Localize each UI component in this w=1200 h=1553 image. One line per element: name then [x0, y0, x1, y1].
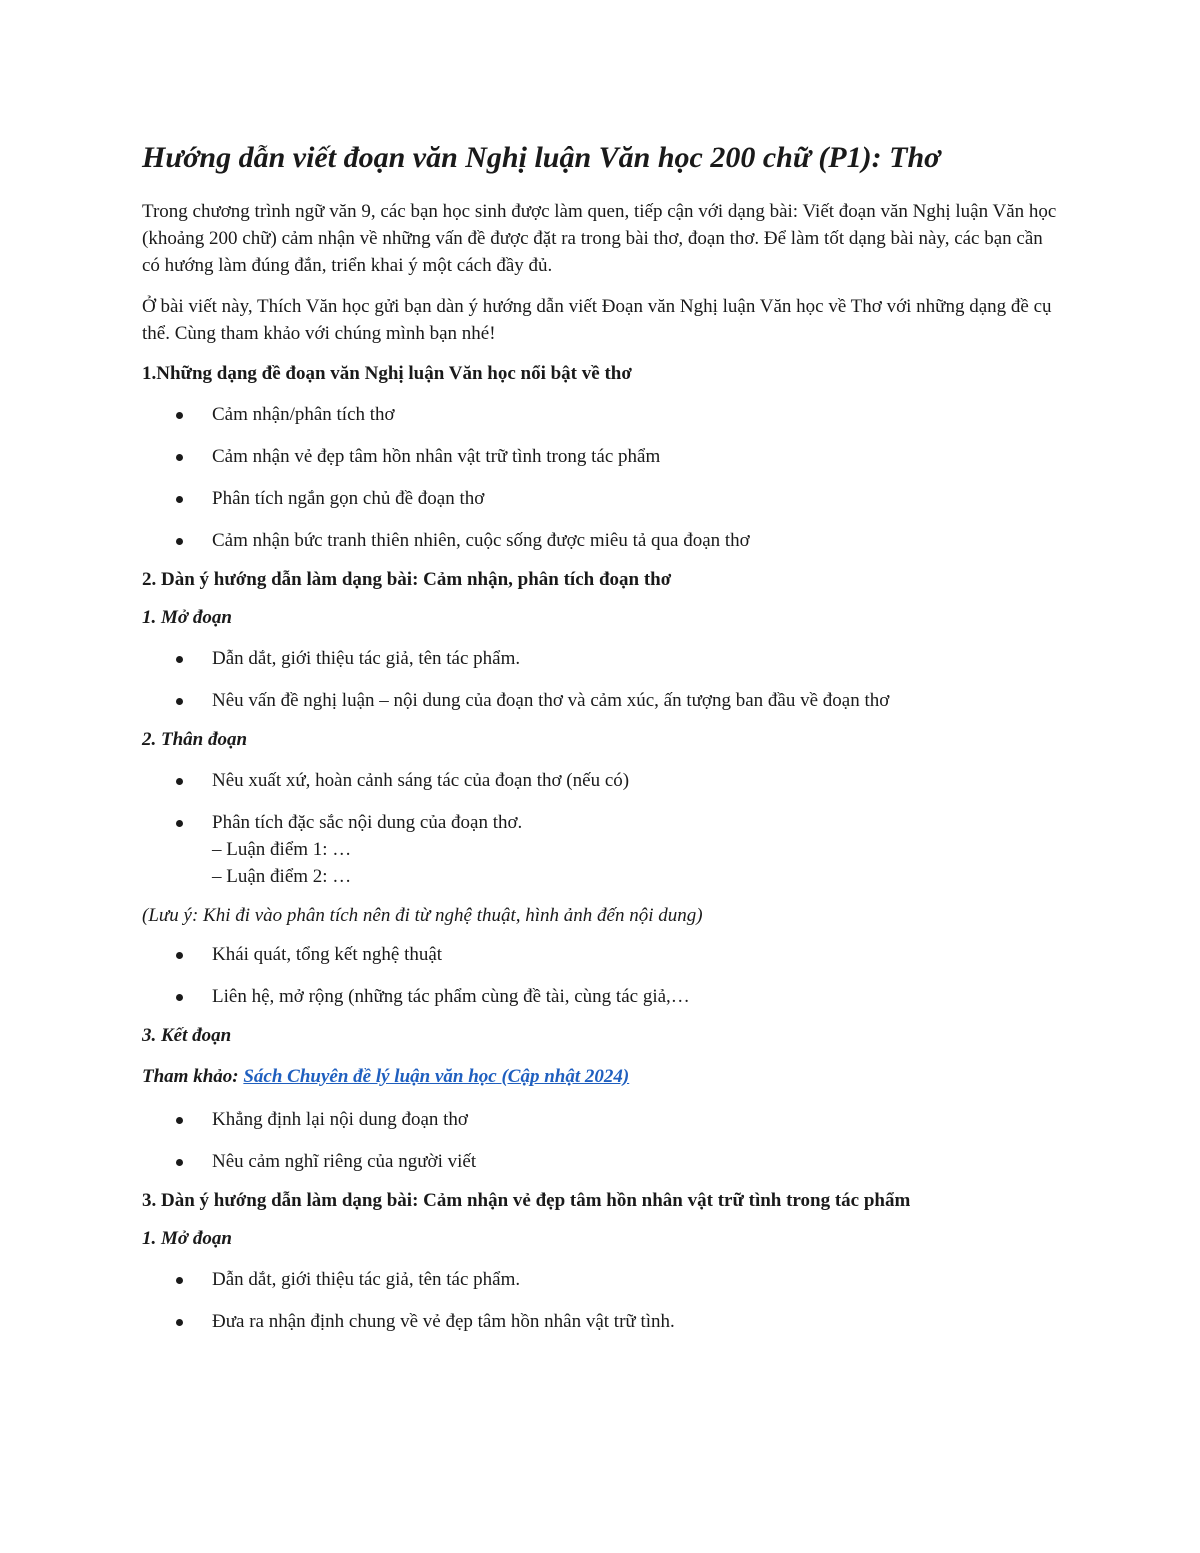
bullet-list — [142, 767, 1060, 890]
reference-link[interactable]: Sách Chuyên đề lý luận văn học (Cập nhật 2024) — [243, 1066, 630, 1087]
bullet-icon — [176, 994, 183, 1001]
bullet-icon — [176, 698, 183, 705]
bullet-icon — [176, 412, 183, 419]
bullet-icon — [176, 952, 183, 959]
list-item: Khái quát, tổng kết nghệ thuật — [142, 941, 1060, 968]
bullet-list — [142, 1266, 1060, 1335]
list-item: Dẫn dắt, giới thiệu tác giả, tên tác phẩm. — [142, 645, 1060, 672]
intro-paragraph: Ở bài viết này, Thích Văn học gửi bạn dàn ý hướng dẫn viết Đoạn văn Nghị luận Văn học về Thơ với những dạng đề cụ thể. Cùng tham khảo với chúng mình bạn nhé! — [142, 296, 1052, 344]
bullet-list — [142, 941, 1060, 1010]
bullet-list — [142, 401, 1060, 554]
sub-point: – Luận điểm 2: … — [212, 866, 352, 887]
list-item: Nêu xuất xứ, hoàn cảnh sáng tác của đoạn thơ (nếu có) — [142, 767, 1060, 794]
sub-point: – Luận điểm 1: … — [212, 839, 352, 860]
section-heading: 2. Dàn ý hướng dẫn làm dạng bài: Cảm nhận, phân tích đoạn thơ — [142, 569, 672, 590]
bullet-icon — [176, 778, 183, 785]
intro-paragraph: Trong chương trình ngữ văn 9, các bạn học sinh được làm quen, tiếp cận với dạng bài: Viết đoạn văn Nghị luận Văn học (khoảng 200 chữ) cảm nhận về những vấn đề được đặt ra trong bài thơ, đoạn thơ. Để làm tốt dạng bài này, các bạn cần có hướng làm đúng đắn, triển khai ý một cách đầy đủ. — [142, 201, 1057, 276]
page-title: Hướng dẫn viết đoạn văn Nghị luận Văn học 200 chữ (P1): Thơ — [142, 141, 941, 174]
reference-label: Tham khảo: — [142, 1066, 239, 1087]
section-heading: 1.Những dạng đề đoạn văn Nghị luận Văn học nổi bật về thơ — [142, 363, 632, 384]
list-item: Dẫn dắt, giới thiệu tác giả, tên tác phẩm. — [142, 1266, 1060, 1293]
list-item: Khẳng định lại nội dung đoạn thơ — [142, 1106, 1060, 1133]
bullet-icon — [176, 820, 183, 827]
list-item: Cảm nhận bức tranh thiên nhiên, cuộc sống được miêu tả qua đoạn thơ — [142, 527, 1060, 554]
list-item: Liên hệ, mở rộng (những tác phẩm cùng đề tài, cùng tác giả,… — [142, 983, 1060, 1010]
bullet-icon — [176, 496, 183, 503]
list-item: Phân tích ngắn gọn chủ đề đoạn thơ — [142, 485, 1060, 512]
subsection-heading: 1. Mở đoạn — [142, 607, 232, 628]
list-item: Đưa ra nhận định chung về vẻ đẹp tâm hồn nhân vật trữ tình. — [142, 1308, 1060, 1335]
list-item: Cảm nhận/phân tích thơ — [142, 401, 1060, 428]
list-item: Nêu cảm nghĩ riêng của người viết — [142, 1148, 1060, 1175]
bullet-icon — [176, 538, 183, 545]
bullet-icon — [176, 454, 183, 461]
bullet-icon — [176, 1117, 183, 1124]
bullet-icon — [176, 1319, 183, 1326]
note-text: (Lưu ý: Khi đi vào phân tích nên đi từ nghệ thuật, hình ảnh đến nội dung) — [142, 905, 703, 926]
list-item: Nêu vấn đề nghị luận – nội dung của đoạn thơ và cảm xúc, ấn tượng ban đầu về đoạn thơ — [142, 687, 1060, 714]
list-item: Phân tích đặc sắc nội dung của đoạn thơ. – Luận điểm 1: … – Luận điểm 2: … — [142, 809, 1060, 890]
subsection-heading: 2. Thân đoạn — [142, 729, 248, 750]
bullet-list — [142, 645, 1060, 714]
bullet-list — [142, 1106, 1060, 1175]
bullet-icon — [176, 1159, 183, 1166]
list-item: Cảm nhận vẻ đẹp tâm hồn nhân vật trữ tình trong tác phẩm — [142, 443, 1060, 470]
section-heading: 3. Dàn ý hướng dẫn làm dạng bài: Cảm nhận vẻ đẹp tâm hồn nhân vật trữ tình trong tác phẩm — [142, 1190, 911, 1211]
subsection-heading: 1. Mở đoạn — [142, 1228, 232, 1249]
bullet-icon — [176, 656, 183, 663]
reference-line — [142, 1063, 1060, 1090]
bullet-icon — [176, 1277, 183, 1284]
subsection-heading: 3. Kết đoạn — [142, 1025, 232, 1046]
